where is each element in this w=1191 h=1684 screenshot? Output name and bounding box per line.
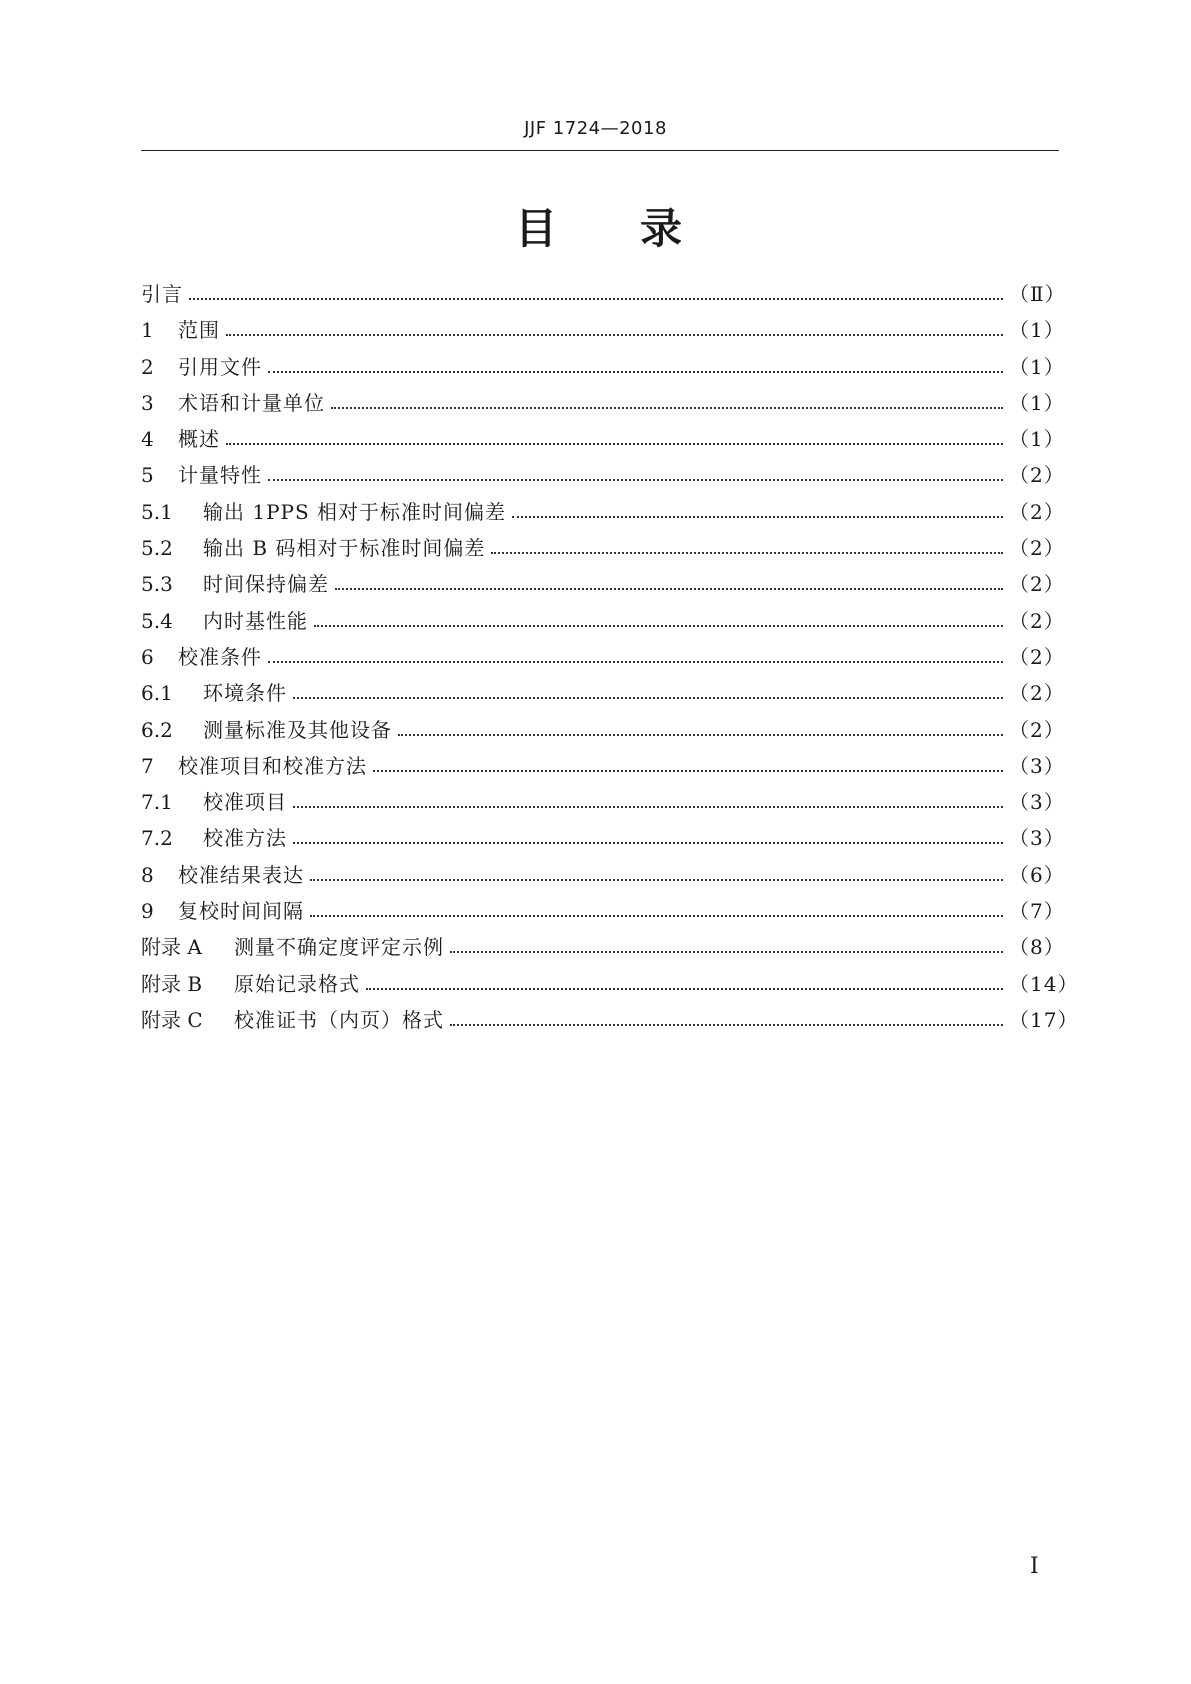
toc-entry-number: 5.3 bbox=[141, 572, 173, 597]
toc-leader-dots bbox=[310, 900, 1003, 920]
toc-entry-title: 校准项目 bbox=[203, 790, 287, 815]
toc-entry-title: 校准结果表达 bbox=[178, 862, 304, 887]
toc-entry-number: 1 bbox=[141, 318, 154, 343]
toc-entry-number: 4 bbox=[141, 427, 154, 452]
toc-leader-dots bbox=[373, 755, 1003, 775]
toc-entry-title: 测量不确定度评定示例 bbox=[234, 935, 444, 960]
toc-entry-title: 校准证书（内页）格式 bbox=[234, 1007, 444, 1032]
toc-entry-5-2[interactable] bbox=[141, 532, 1065, 568]
toc-title bbox=[0, 196, 1191, 253]
toc-entry-page: （3） bbox=[1009, 753, 1065, 778]
toc-title-char-2: 录 bbox=[640, 204, 683, 253]
toc-entry-page: （2） bbox=[1009, 463, 1065, 488]
toc-leader-dots bbox=[268, 646, 1003, 666]
toc-entry-title: 校准项目和校准方法 bbox=[178, 753, 367, 778]
toc-entry-page: （14） bbox=[1009, 971, 1079, 996]
toc-leader-dots bbox=[293, 791, 1003, 811]
toc-entry-page: （3） bbox=[1009, 790, 1065, 815]
toc-entry-page: （2） bbox=[1009, 644, 1065, 669]
toc-entry-page: （1） bbox=[1009, 390, 1065, 415]
toc-entry-number: 附录 B bbox=[141, 971, 203, 996]
toc-entry-number: 8 bbox=[141, 862, 154, 887]
page-number: Ⅰ bbox=[1030, 1554, 1039, 1579]
toc-entry-page: （7） bbox=[1009, 899, 1065, 924]
toc-leader-dots bbox=[293, 827, 1003, 847]
toc-entry-page: （3） bbox=[1009, 826, 1065, 851]
toc-entry-number: 附录 C bbox=[141, 1007, 203, 1032]
toc-leader-dots bbox=[310, 864, 1003, 884]
toc-entry-5-3[interactable] bbox=[141, 568, 1065, 604]
toc-entry-number: 6 bbox=[141, 644, 154, 669]
toc-entry-4[interactable] bbox=[141, 423, 1065, 459]
toc-entry-title: 原始记录格式 bbox=[234, 971, 360, 996]
toc-entry-title: 输出 1PPS 相对于标准时间偏差 bbox=[203, 499, 507, 524]
toc-entry-appendix-a[interactable] bbox=[141, 931, 1065, 967]
toc-leader-dots bbox=[314, 610, 1003, 630]
toc-leader-dots bbox=[450, 936, 1003, 956]
toc-entry-page: （2） bbox=[1009, 499, 1065, 524]
standard-code-header: JJF 1724—2018 bbox=[524, 118, 667, 139]
toc-entry-title: 内时基性能 bbox=[203, 608, 308, 633]
toc-entry-3[interactable] bbox=[141, 387, 1065, 423]
toc-entry-title: 引言 bbox=[141, 282, 183, 306]
toc-entry-title: 范围 bbox=[178, 318, 220, 343]
toc-leader-dots bbox=[491, 537, 1003, 557]
toc-entry-9[interactable] bbox=[141, 895, 1065, 931]
toc-entry-8[interactable] bbox=[141, 859, 1065, 895]
toc-entry-number: 6.1 bbox=[141, 681, 173, 706]
toc-entry-number: 9 bbox=[141, 899, 154, 924]
toc-entry-7-1[interactable] bbox=[141, 786, 1065, 822]
toc-entry-title: 校准条件 bbox=[178, 644, 262, 669]
toc-leader-dots bbox=[335, 573, 1003, 593]
toc-entry-6[interactable] bbox=[141, 641, 1065, 677]
toc-leader-dots bbox=[189, 283, 1003, 303]
toc-leader-dots bbox=[366, 973, 1003, 993]
toc-entry-6-2[interactable] bbox=[141, 714, 1065, 750]
toc-leader-dots bbox=[268, 356, 1003, 376]
toc-leader-dots bbox=[293, 682, 1003, 702]
toc-leader-dots bbox=[268, 464, 1003, 484]
toc-entry-page: （2） bbox=[1009, 572, 1065, 597]
toc-entry-5[interactable] bbox=[141, 459, 1065, 495]
toc-entry-number: 7 bbox=[141, 753, 154, 778]
toc-entry-title: 概述 bbox=[178, 427, 220, 452]
toc-entry-number: 5.2 bbox=[141, 536, 173, 561]
toc-entry-number: 5 bbox=[141, 463, 154, 488]
toc-leader-dots bbox=[398, 719, 1003, 739]
toc-leader-dots bbox=[226, 428, 1003, 448]
toc-entry-title: 时间保持偏差 bbox=[203, 572, 329, 597]
toc-entry-7[interactable] bbox=[141, 750, 1065, 786]
toc-entry-page: （8） bbox=[1009, 935, 1065, 960]
toc-entry-intro[interactable] bbox=[141, 278, 1066, 314]
toc-entry-number: 2 bbox=[141, 354, 154, 379]
toc-entry-title: 计量特性 bbox=[178, 463, 262, 488]
toc-entry-1[interactable] bbox=[141, 314, 1065, 350]
toc-entry-appendix-b[interactable] bbox=[141, 968, 1079, 1004]
toc-entry-title: 引用文件 bbox=[178, 354, 262, 379]
toc-entry-number: 7.2 bbox=[141, 826, 173, 851]
toc-entry-page: （6） bbox=[1009, 862, 1065, 887]
toc-leader-dots bbox=[226, 319, 1003, 339]
toc-entry-number: 5.1 bbox=[141, 499, 173, 524]
toc-title-char-1: 目 bbox=[515, 204, 558, 253]
toc-entry-page: （1） bbox=[1009, 427, 1065, 452]
toc-entry-page: （1） bbox=[1009, 318, 1065, 343]
toc-entry-page: （2） bbox=[1009, 681, 1065, 706]
toc-leader-dots bbox=[450, 1009, 1003, 1029]
toc-entry-title: 环境条件 bbox=[203, 681, 287, 706]
toc-entry-title: 术语和计量单位 bbox=[178, 390, 325, 415]
toc-list bbox=[141, 278, 1079, 1040]
toc-leader-dots bbox=[331, 392, 1003, 412]
toc-entry-number: 6.2 bbox=[141, 717, 173, 742]
toc-entry-page: （Ⅱ） bbox=[1009, 282, 1066, 306]
toc-entry-title: 输出 B 码相对于标准时间偏差 bbox=[203, 536, 486, 561]
toc-entry-page: （2） bbox=[1009, 536, 1065, 561]
toc-entry-number: 7.1 bbox=[141, 790, 173, 815]
toc-entry-page: （1） bbox=[1009, 354, 1065, 379]
toc-entry-page: （2） bbox=[1009, 717, 1065, 742]
toc-entry-number: 附录 A bbox=[141, 935, 202, 960]
toc-entry-7-2[interactable] bbox=[141, 822, 1065, 858]
toc-entry-page: （17） bbox=[1009, 1007, 1079, 1032]
toc-entry-number: 3 bbox=[141, 390, 154, 415]
toc-entry-page: （2） bbox=[1009, 608, 1065, 633]
header-divider bbox=[141, 150, 1059, 151]
toc-entry-2[interactable] bbox=[141, 351, 1065, 387]
toc-entry-title: 复校时间间隔 bbox=[178, 899, 304, 924]
toc-entry-5-4[interactable] bbox=[141, 605, 1065, 641]
toc-entry-5-1[interactable] bbox=[141, 496, 1065, 532]
toc-entry-6-1[interactable] bbox=[141, 677, 1065, 713]
toc-entry-number: 5.4 bbox=[141, 608, 173, 633]
toc-leader-dots bbox=[512, 501, 1003, 521]
toc-entry-title: 测量标准及其他设备 bbox=[203, 717, 392, 742]
toc-entry-title: 校准方法 bbox=[203, 826, 287, 851]
toc-entry-appendix-c[interactable] bbox=[141, 1004, 1079, 1040]
